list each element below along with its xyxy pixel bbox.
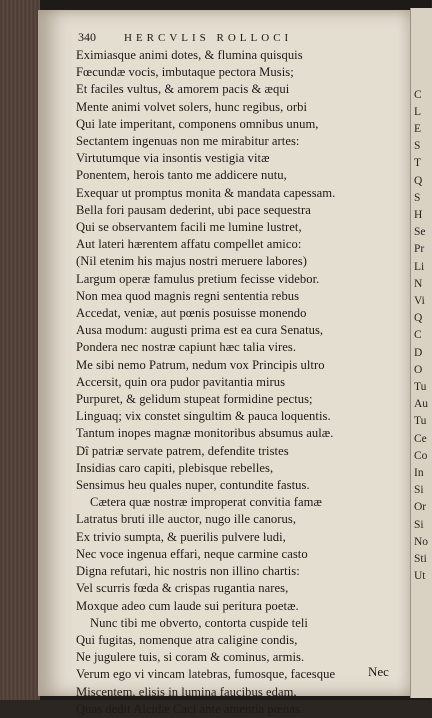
text-line: (Nil etenim his majus nostri meruere labores) bbox=[76, 254, 307, 269]
text-line: Sensimus heu quales nuper, contundite fastus. bbox=[76, 478, 310, 493]
text-line: Sectantem ingenuas non me mirabitur artes: bbox=[76, 134, 300, 149]
catchword: Nec bbox=[368, 664, 389, 679]
running-title: HERCVLIS ROLLOCI bbox=[124, 32, 293, 44]
facing-page-fragment: Li bbox=[414, 260, 425, 273]
facing-page-fragment: Tu bbox=[414, 415, 427, 428]
facing-page-fragment: C bbox=[414, 329, 422, 342]
facing-page-edge bbox=[410, 8, 432, 698]
poem-text bbox=[76, 47, 416, 718]
text-line: Ne jugulere tuis, si coram & cominus, armis. bbox=[76, 650, 305, 665]
text-line: Insidias caro capiti, plebisque rebelles, bbox=[76, 460, 274, 475]
facing-page-fragment: In bbox=[414, 467, 424, 479]
text-line: Me sibi nemo Patrum, nedum vox Principis ultro bbox=[76, 357, 325, 372]
facing-page-fragment: Tu bbox=[414, 381, 427, 393]
text-line: Aut lateri hærentem affatu compellet amico: bbox=[76, 237, 302, 252]
facing-page-fragment: O bbox=[414, 363, 423, 376]
text-line: Pondera nec nostræ capiunt hæc talia vires. bbox=[76, 340, 297, 355]
text-line: Accersit, quin ora pudor pavitantia mirus bbox=[76, 374, 286, 389]
page-edges bbox=[0, 0, 40, 700]
facing-page-fragment: T bbox=[414, 157, 422, 170]
text-line: Fœcundæ vocis, imbutaque pectora Musis; bbox=[76, 65, 294, 80]
text-line: Vel scurris fœda & crispas rugantia nares, bbox=[76, 581, 289, 596]
text-line: Digna refutari, hic nostris non illino chartis: bbox=[76, 564, 300, 579]
text-line: Et faciles vultus, & amorem pacis & æqui bbox=[76, 82, 290, 97]
text-line: Quas dedit Alcidæ Caci ante amentia pœnas. bbox=[76, 701, 303, 716]
facing-page-fragment: S bbox=[414, 140, 421, 153]
text-line: Mente animi volvet solers, hunc regibus, orbi bbox=[76, 99, 307, 114]
text-line: Qui se observantem facili me lumine lustret, bbox=[76, 220, 302, 235]
text-line: Eximiasque animi dotes, & flumina quisquis bbox=[76, 48, 303, 62]
facing-page-fragment: C bbox=[414, 88, 422, 101]
text-line: Qui late imperitant, componens omnibus unum, bbox=[76, 116, 319, 131]
text-line: Verum ego vi vincam latebras, fumosque, facesque bbox=[76, 667, 336, 682]
facing-page-fragment: N bbox=[414, 277, 423, 290]
facing-page-fragment: E bbox=[414, 123, 422, 135]
page-number: 340 bbox=[78, 30, 96, 44]
text-line: Ex trivio sumpta, & puerilis pulvere ludi, bbox=[76, 529, 286, 544]
facing-page-fragment: S bbox=[414, 191, 421, 204]
text-line: Exequar ut promptus monita & mandata capessam. bbox=[76, 185, 336, 200]
facing-page-fragment: Se bbox=[414, 226, 426, 239]
text-line: Accedat, veniæ, aut pœnis posuisse monendo bbox=[76, 306, 307, 321]
text-line: Cætera quæ nostræ improperat convitia famæ bbox=[90, 495, 322, 510]
text-line: Nunc tibi me obverto, contorta cuspide teli bbox=[90, 615, 308, 630]
facing-page-fragment: H bbox=[414, 209, 423, 221]
facing-page-fragment: Pr bbox=[414, 243, 425, 256]
text-line: Moxque adeo cum laude sui peritura poetæ. bbox=[76, 598, 299, 613]
text-line: Bella fori pausam dederint, ubi pace sequestra bbox=[76, 202, 311, 217]
facing-page-fragment: Sti bbox=[414, 553, 427, 565]
text-line: Dî patriæ servate patrem, defendite tristes bbox=[76, 443, 289, 458]
text-line: Nec voce ingenua effari, neque carmine casto bbox=[76, 546, 308, 561]
text-line: Ponentem, herois tanto me addicere nutu, bbox=[76, 168, 287, 183]
facing-page-fragment: Or bbox=[414, 501, 427, 514]
book-page bbox=[38, 10, 410, 716]
text-line: Linguaq; vix constet singultim & pauca loquentis. bbox=[76, 409, 331, 424]
facing-page-fragment: Ce bbox=[414, 432, 427, 445]
facing-page-fragment: Co bbox=[414, 449, 428, 462]
facing-page-fragment: Q bbox=[414, 312, 423, 325]
running-head bbox=[78, 30, 400, 45]
facing-page-fragment: Si bbox=[414, 518, 424, 531]
facing-page-fragment: Ut bbox=[414, 570, 426, 583]
text-line: Miscentem, elisis in lumina faucibus edam, bbox=[76, 684, 297, 699]
facing-page-fragment: Si bbox=[414, 484, 424, 497]
facing-page-fragment: Q bbox=[414, 174, 423, 187]
text-line: Ausa modum: augusti prima est ea cura Senatus, bbox=[76, 323, 324, 338]
text-line: Latratus bruti ille auctor, nugo ille canorus, bbox=[76, 512, 297, 527]
facing-page-fragment: Vi bbox=[414, 295, 425, 307]
facing-page-fragment: Au bbox=[414, 398, 429, 411]
text-line: Virtutumque via insontis vestigia vitæ bbox=[76, 151, 270, 166]
text-line: Largum operæ famulus pretium fecisse videbor. bbox=[76, 271, 320, 286]
text-line: Purpuret, & gelidum stupeat formidine pectus; bbox=[76, 392, 313, 407]
text-line: Non mea quod magnis regni sententia rebus bbox=[76, 288, 300, 303]
facing-page-fragment: No bbox=[414, 535, 429, 548]
text-line: Tantum inopes magnæ monitoribus absumus aulæ. bbox=[76, 426, 334, 441]
facing-page-fragment: L bbox=[414, 105, 422, 118]
text-line: Qui fugitas, nomenque atra caligine condis, bbox=[76, 632, 298, 647]
facing-page-fragment: D bbox=[414, 346, 423, 359]
